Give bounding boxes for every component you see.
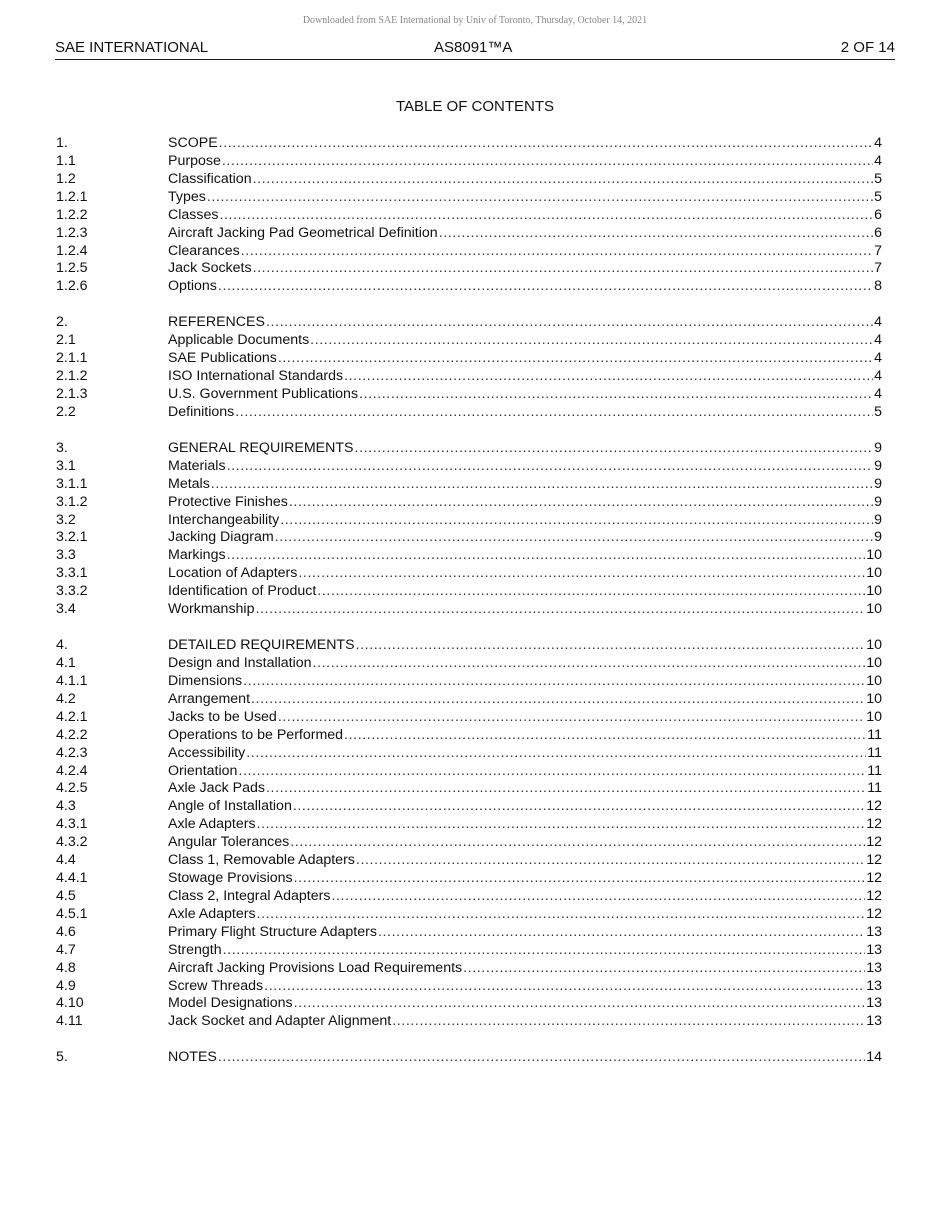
toc-entry-title: U.S. Government Publications bbox=[168, 385, 359, 402]
toc-entry[interactable] bbox=[56, 153, 882, 171]
toc-entry-title: NOTES bbox=[168, 1049, 217, 1066]
toc-entry-title: Aircraft Jacking Pad Geometrical Definition bbox=[168, 224, 438, 241]
download-watermark: Downloaded from SAE International by Univ of Toronto, Thursday, October 14, 2021 bbox=[302, 15, 648, 26]
toc-entry-number: 3.2.1 bbox=[56, 529, 88, 546]
toc-dot-leader bbox=[355, 440, 874, 458]
toc-entry-number: 4.3.1 bbox=[56, 816, 88, 833]
toc-entry-title: REFERENCES bbox=[168, 314, 265, 331]
toc-entry-number: 1.2.5 bbox=[56, 260, 88, 277]
toc-entry-page: 4 bbox=[874, 385, 882, 402]
toc-entry-number: 4.1.1 bbox=[56, 672, 88, 689]
toc-entry-title: Dimensions bbox=[168, 672, 243, 689]
toc-entry[interactable] bbox=[56, 1049, 882, 1067]
toc-entry-number: 4.8 bbox=[56, 959, 76, 976]
toc-entry-title: Markings bbox=[168, 547, 226, 564]
toc-entry-title: Jack Socket and Adapter Alignment bbox=[168, 1013, 392, 1030]
toc-dot-leader bbox=[463, 960, 865, 978]
toc-dot-leader bbox=[223, 942, 866, 960]
toc-entry-page: 13 bbox=[866, 1013, 882, 1030]
toc-dot-leader bbox=[278, 350, 873, 368]
toc-entry[interactable] bbox=[56, 870, 882, 888]
toc-dot-leader bbox=[235, 404, 873, 422]
toc-dot-leader bbox=[266, 314, 873, 332]
toc-entry-page: 4 bbox=[874, 135, 882, 151]
toc-entry-title: Clearances bbox=[168, 242, 240, 259]
toc-entry[interactable] bbox=[56, 458, 882, 476]
toc-entry-title: Angle of Installation bbox=[168, 798, 292, 815]
toc-entry[interactable] bbox=[56, 332, 882, 350]
toc-entry-page: 7 bbox=[874, 242, 882, 259]
toc-dot-leader bbox=[207, 189, 873, 207]
toc-entry[interactable] bbox=[56, 404, 882, 422]
toc-dot-leader bbox=[278, 709, 865, 727]
toc-entry-page: 9 bbox=[874, 511, 882, 528]
toc-entry-title: Arrangement bbox=[168, 690, 251, 707]
toc-entry-number: 3.3.1 bbox=[56, 565, 88, 582]
toc-entry-title: Location of Adapters bbox=[168, 565, 298, 582]
toc-section bbox=[56, 135, 882, 296]
toc-entry-page: 11 bbox=[867, 762, 882, 779]
toc-entry-title: GENERAL REQUIREMENTS bbox=[168, 439, 354, 456]
toc-entry-title: Axle Adapters bbox=[168, 816, 256, 833]
toc-entry-page: 10 bbox=[866, 690, 882, 707]
toc-entry-page: 9 bbox=[874, 529, 882, 546]
toc-dot-leader bbox=[356, 852, 865, 870]
toc-entry-page: 10 bbox=[866, 637, 882, 654]
toc-entry-number: 1.2 bbox=[56, 170, 76, 187]
toc-entry-title: Operations to be Performed bbox=[168, 726, 344, 743]
toc-entry-page: 9 bbox=[874, 439, 882, 456]
toc-dot-leader bbox=[255, 601, 865, 619]
toc-entry[interactable] bbox=[56, 780, 882, 798]
toc-entry-title: Axle Jack Pads bbox=[168, 780, 265, 797]
toc-dot-leader bbox=[219, 135, 873, 153]
toc-entry-number: 4.2.3 bbox=[56, 744, 88, 761]
toc-entry-number: 4.2.1 bbox=[56, 708, 88, 725]
toc-dot-leader bbox=[310, 332, 873, 350]
toc-entry-number: 4.7 bbox=[56, 941, 76, 958]
toc-dot-leader bbox=[251, 691, 865, 709]
toc-entry-number: 1.1 bbox=[56, 152, 76, 169]
toc-entry-number: 2. bbox=[56, 314, 68, 331]
toc-entry-number: 4.10 bbox=[56, 995, 84, 1012]
toc-entry-title: Options bbox=[168, 278, 217, 295]
toc-entry-page: 13 bbox=[866, 923, 882, 940]
toc-dot-leader bbox=[344, 368, 873, 386]
page-header bbox=[55, 37, 895, 60]
toc-dot-leader bbox=[317, 583, 865, 601]
toc-entry[interactable] bbox=[56, 225, 882, 243]
toc-entry[interactable] bbox=[56, 816, 882, 834]
toc-entry-number: 1.2.1 bbox=[56, 188, 88, 205]
toc-entry-number: 3.1.1 bbox=[56, 475, 88, 492]
toc-entry-page: 5 bbox=[874, 188, 882, 205]
toc-dot-leader bbox=[331, 888, 865, 906]
toc-entry-number: 3. bbox=[56, 439, 68, 456]
toc-entry-title: Applicable Documents bbox=[168, 332, 310, 349]
toc-entry[interactable] bbox=[56, 673, 882, 691]
toc-entry-title: Jack Sockets bbox=[168, 260, 252, 277]
toc-entry-page: 13 bbox=[866, 995, 882, 1012]
toc-entry-page: 6 bbox=[874, 206, 882, 223]
toc-entry-page: 12 bbox=[866, 816, 882, 833]
toc-entry-title: Axle Adapters bbox=[168, 905, 256, 922]
toc-entry-number: 4.9 bbox=[56, 977, 76, 994]
toc-entry-number: 4.1 bbox=[56, 654, 76, 671]
toc-entry-number: 4.3.2 bbox=[56, 834, 88, 851]
toc-dot-leader bbox=[392, 1013, 865, 1031]
toc-dot-leader bbox=[298, 565, 865, 583]
toc-dot-leader bbox=[294, 870, 866, 888]
toc-entry-number: 4.6 bbox=[56, 923, 76, 940]
toc-dot-leader bbox=[227, 458, 874, 476]
toc-entry-page: 11 bbox=[867, 744, 882, 761]
toc-entry-title: Jacks to be Used bbox=[168, 708, 277, 725]
toc-entry-page: 5 bbox=[874, 403, 882, 420]
toc-entry-number: 4.2 bbox=[56, 690, 76, 707]
toc-entry-title: Protective Finishes bbox=[168, 493, 288, 510]
toc-entry-number: 4. bbox=[56, 637, 68, 654]
toc-entry-number: 4.2.4 bbox=[56, 762, 88, 779]
toc-entry[interactable] bbox=[56, 547, 882, 565]
toc-entry[interactable] bbox=[56, 243, 882, 261]
toc-entry-title: Classes bbox=[168, 206, 219, 223]
toc-section bbox=[56, 440, 882, 619]
toc-dot-leader bbox=[280, 512, 873, 530]
table-of-contents bbox=[56, 135, 882, 1085]
toc-entry-title: Class 1, Removable Adapters bbox=[168, 852, 355, 869]
toc-entry-page: 10 bbox=[866, 583, 882, 600]
toc-entry-number: 3.3.2 bbox=[56, 583, 88, 600]
toc-dot-leader bbox=[275, 529, 873, 547]
toc-entry-title: Stowage Provisions bbox=[168, 870, 293, 887]
toc-dot-leader bbox=[218, 278, 873, 296]
toc-entry-page: 10 bbox=[866, 654, 882, 671]
toc-entry-title: Orientation bbox=[168, 762, 238, 779]
toc-entry[interactable] bbox=[56, 565, 882, 583]
toc-dot-leader bbox=[219, 207, 873, 225]
toc-entry[interactable] bbox=[56, 494, 882, 512]
toc-entry-title: Design and Installation bbox=[168, 654, 312, 671]
toc-entry[interactable] bbox=[56, 260, 882, 278]
toc-entry[interactable] bbox=[56, 995, 882, 1013]
toc-entry-page: 9 bbox=[874, 493, 882, 510]
toc-entry-number: 4.5 bbox=[56, 887, 76, 904]
toc-entry-page: 7 bbox=[874, 260, 882, 277]
toc-entry-page: 10 bbox=[866, 565, 882, 582]
toc-dot-leader bbox=[266, 780, 866, 798]
toc-dot-leader bbox=[243, 673, 865, 691]
toc-entry[interactable] bbox=[56, 942, 882, 960]
toc-entry-title: Materials bbox=[168, 457, 226, 474]
toc-dot-leader bbox=[356, 637, 866, 655]
toc-section bbox=[56, 637, 882, 1031]
toc-dot-leader bbox=[439, 225, 873, 243]
toc-entry-title: Primary Flight Structure Adapters bbox=[168, 923, 377, 940]
toc-dot-leader bbox=[290, 834, 865, 852]
toc-entry-number: 1.2.4 bbox=[56, 242, 88, 259]
toc-dot-leader bbox=[227, 547, 866, 565]
toc-dot-leader bbox=[222, 153, 873, 171]
toc-entry-number: 2.1.2 bbox=[56, 368, 88, 385]
toc-entry-page: 13 bbox=[866, 941, 882, 958]
toc-dot-leader bbox=[359, 386, 873, 404]
toc-entry-page: 11 bbox=[867, 726, 882, 743]
toc-entry-page: 4 bbox=[874, 332, 882, 349]
toc-entry[interactable] bbox=[56, 978, 882, 996]
toc-section bbox=[56, 314, 882, 422]
toc-entry[interactable] bbox=[56, 207, 882, 225]
toc-entry-title: Strength bbox=[168, 941, 222, 958]
toc-entry-page: 9 bbox=[874, 475, 882, 492]
toc-entry-number: 1.2.2 bbox=[56, 206, 88, 223]
toc-entry-title: Accessibility bbox=[168, 744, 246, 761]
toc-entry-title: Interchangeability bbox=[168, 511, 280, 528]
toc-entry[interactable] bbox=[56, 440, 882, 458]
toc-entry-title: Purpose bbox=[168, 152, 221, 169]
toc-dot-leader bbox=[218, 1049, 865, 1067]
toc-entry-page: 10 bbox=[866, 547, 882, 564]
toc-entry-number: 1.2.6 bbox=[56, 278, 88, 295]
header-page-label: 2 OF 14 bbox=[840, 39, 895, 56]
toc-entry[interactable] bbox=[56, 834, 882, 852]
toc-entry[interactable] bbox=[56, 386, 882, 404]
toc-entry-number: 5. bbox=[56, 1049, 68, 1066]
toc-entry-title: Types bbox=[168, 188, 206, 205]
toc-entry-number: 4.11 bbox=[56, 1013, 83, 1030]
toc-entry-title: SAE Publications bbox=[168, 350, 277, 367]
toc-dot-leader bbox=[211, 476, 873, 494]
toc-entry[interactable] bbox=[56, 727, 882, 745]
toc-entry[interactable] bbox=[56, 798, 882, 816]
toc-entry-number: 3.2 bbox=[56, 511, 76, 528]
toc-section bbox=[56, 1049, 882, 1067]
toc-entry-number: 2.1 bbox=[56, 332, 76, 349]
toc-entry-number: 4.3 bbox=[56, 798, 76, 815]
toc-entry-page: 13 bbox=[866, 977, 882, 994]
toc-entry-title: SCOPE bbox=[168, 135, 218, 151]
toc-entry[interactable] bbox=[56, 691, 882, 709]
toc-entry-page: 6 bbox=[874, 224, 882, 241]
toc-entry-page: 4 bbox=[874, 368, 882, 385]
toc-entry-page: 10 bbox=[866, 672, 882, 689]
toc-entry[interactable] bbox=[56, 960, 882, 978]
toc-entry-number: 4.4 bbox=[56, 852, 76, 869]
toc-entry-title: Aircraft Jacking Provisions Load Requirements bbox=[168, 959, 463, 976]
toc-entry-title: ISO International Standards bbox=[168, 368, 344, 385]
toc-entry-page: 9 bbox=[874, 457, 882, 474]
toc-entry-number: 3.1 bbox=[56, 457, 76, 474]
toc-entry[interactable] bbox=[56, 601, 882, 619]
toc-entry-title: DETAILED REQUIREMENTS bbox=[168, 637, 355, 654]
toc-entry-page: 5 bbox=[874, 170, 882, 187]
toc-entry[interactable] bbox=[56, 529, 882, 547]
toc-entry-number: 3.3 bbox=[56, 547, 76, 564]
toc-dot-leader bbox=[257, 906, 866, 924]
toc-entry[interactable] bbox=[56, 512, 882, 530]
toc-entry-page: 12 bbox=[866, 798, 882, 815]
toc-entry[interactable] bbox=[56, 368, 882, 386]
toc-dot-leader bbox=[253, 171, 874, 189]
toc-dot-leader bbox=[246, 745, 866, 763]
toc-entry[interactable] bbox=[56, 655, 882, 673]
toc-entry-number: 4.2.5 bbox=[56, 780, 88, 797]
toc-entry-title: Screw Threads bbox=[168, 977, 264, 994]
toc-entry[interactable] bbox=[56, 583, 882, 601]
toc-dot-leader bbox=[264, 978, 865, 996]
toc-entry-title: Workmanship bbox=[168, 601, 255, 618]
toc-entry-number: 2.1.1 bbox=[56, 350, 88, 367]
toc-entry-page: 13 bbox=[866, 959, 882, 976]
toc-entry[interactable] bbox=[56, 637, 882, 655]
toc-entry[interactable] bbox=[56, 314, 882, 332]
header-org: SAE INTERNATIONAL bbox=[55, 39, 209, 56]
toc-entry-page: 12 bbox=[866, 887, 882, 904]
toc-entry-title: Angular Tolerances bbox=[168, 834, 290, 851]
toc-entry-number: 1. bbox=[56, 135, 68, 151]
toc-entry-title: Metals bbox=[168, 475, 210, 492]
toc-dot-leader bbox=[253, 260, 874, 278]
toc-entry-number: 4.4.1 bbox=[56, 870, 88, 887]
toc-entry-title: Identification of Product bbox=[168, 583, 317, 600]
toc-dot-leader bbox=[344, 727, 866, 745]
toc-entry-title: Class 2, Integral Adapters bbox=[168, 887, 331, 904]
toc-entry-page: 8 bbox=[874, 278, 882, 295]
toc-entry-page: 4 bbox=[874, 350, 882, 367]
toc-entry-number: 2.2 bbox=[56, 403, 76, 420]
toc-dot-leader bbox=[238, 763, 866, 781]
toc-dot-leader bbox=[257, 816, 866, 834]
toc-entry[interactable] bbox=[56, 709, 882, 727]
toc-entry-number: 4.2.2 bbox=[56, 726, 88, 743]
toc-entry-page: 14 bbox=[866, 1049, 882, 1066]
toc-entry-page: 11 bbox=[867, 780, 882, 797]
toc-entry[interactable] bbox=[56, 350, 882, 368]
toc-dot-leader bbox=[293, 798, 865, 816]
toc-entry[interactable] bbox=[56, 852, 882, 870]
header-doc-id: AS8091™A bbox=[434, 39, 513, 56]
toc-entry[interactable] bbox=[56, 171, 882, 189]
toc-dot-leader bbox=[378, 924, 865, 942]
toc-entry[interactable] bbox=[56, 745, 882, 763]
toc-entry-page: 10 bbox=[866, 601, 882, 618]
toc-entry-page: 12 bbox=[866, 870, 882, 887]
toc-entry[interactable] bbox=[56, 135, 882, 153]
toc-entry-page: 12 bbox=[866, 905, 882, 922]
toc-dot-leader bbox=[289, 494, 873, 512]
toc-entry-title: Definitions bbox=[168, 403, 235, 420]
toc-entry-title: Jacking Diagram bbox=[168, 529, 274, 546]
toc-entry-number: 1.2.3 bbox=[56, 224, 88, 241]
toc-entry-page: 4 bbox=[874, 314, 882, 331]
toc-entry-page: 4 bbox=[874, 152, 882, 169]
toc-entry[interactable] bbox=[56, 888, 882, 906]
toc-entry-title: Classification bbox=[168, 170, 252, 187]
toc-dot-leader bbox=[313, 655, 866, 673]
toc-dot-leader bbox=[241, 243, 873, 261]
toc-dot-leader bbox=[294, 995, 866, 1013]
toc-entry[interactable] bbox=[56, 189, 882, 207]
toc-entry[interactable] bbox=[56, 278, 882, 296]
toc-entry-page: 12 bbox=[866, 852, 882, 869]
toc-entry[interactable] bbox=[56, 476, 882, 494]
toc-entry-number: 2.1.3 bbox=[56, 385, 88, 402]
toc-entry-number: 3.4 bbox=[56, 601, 76, 618]
toc-entry[interactable] bbox=[56, 1013, 882, 1031]
toc-entry[interactable] bbox=[56, 763, 882, 781]
toc-entry[interactable] bbox=[56, 924, 882, 942]
toc-entry-title: Model Designations bbox=[168, 995, 293, 1012]
toc-entry[interactable] bbox=[56, 906, 882, 924]
toc-entry-number: 4.5.1 bbox=[56, 905, 88, 922]
toc-title: TABLE OF CONTENTS bbox=[395, 98, 555, 115]
toc-entry-number: 3.1.2 bbox=[56, 493, 88, 510]
toc-entry-page: 12 bbox=[866, 834, 882, 851]
toc-entry-page: 10 bbox=[866, 708, 882, 725]
